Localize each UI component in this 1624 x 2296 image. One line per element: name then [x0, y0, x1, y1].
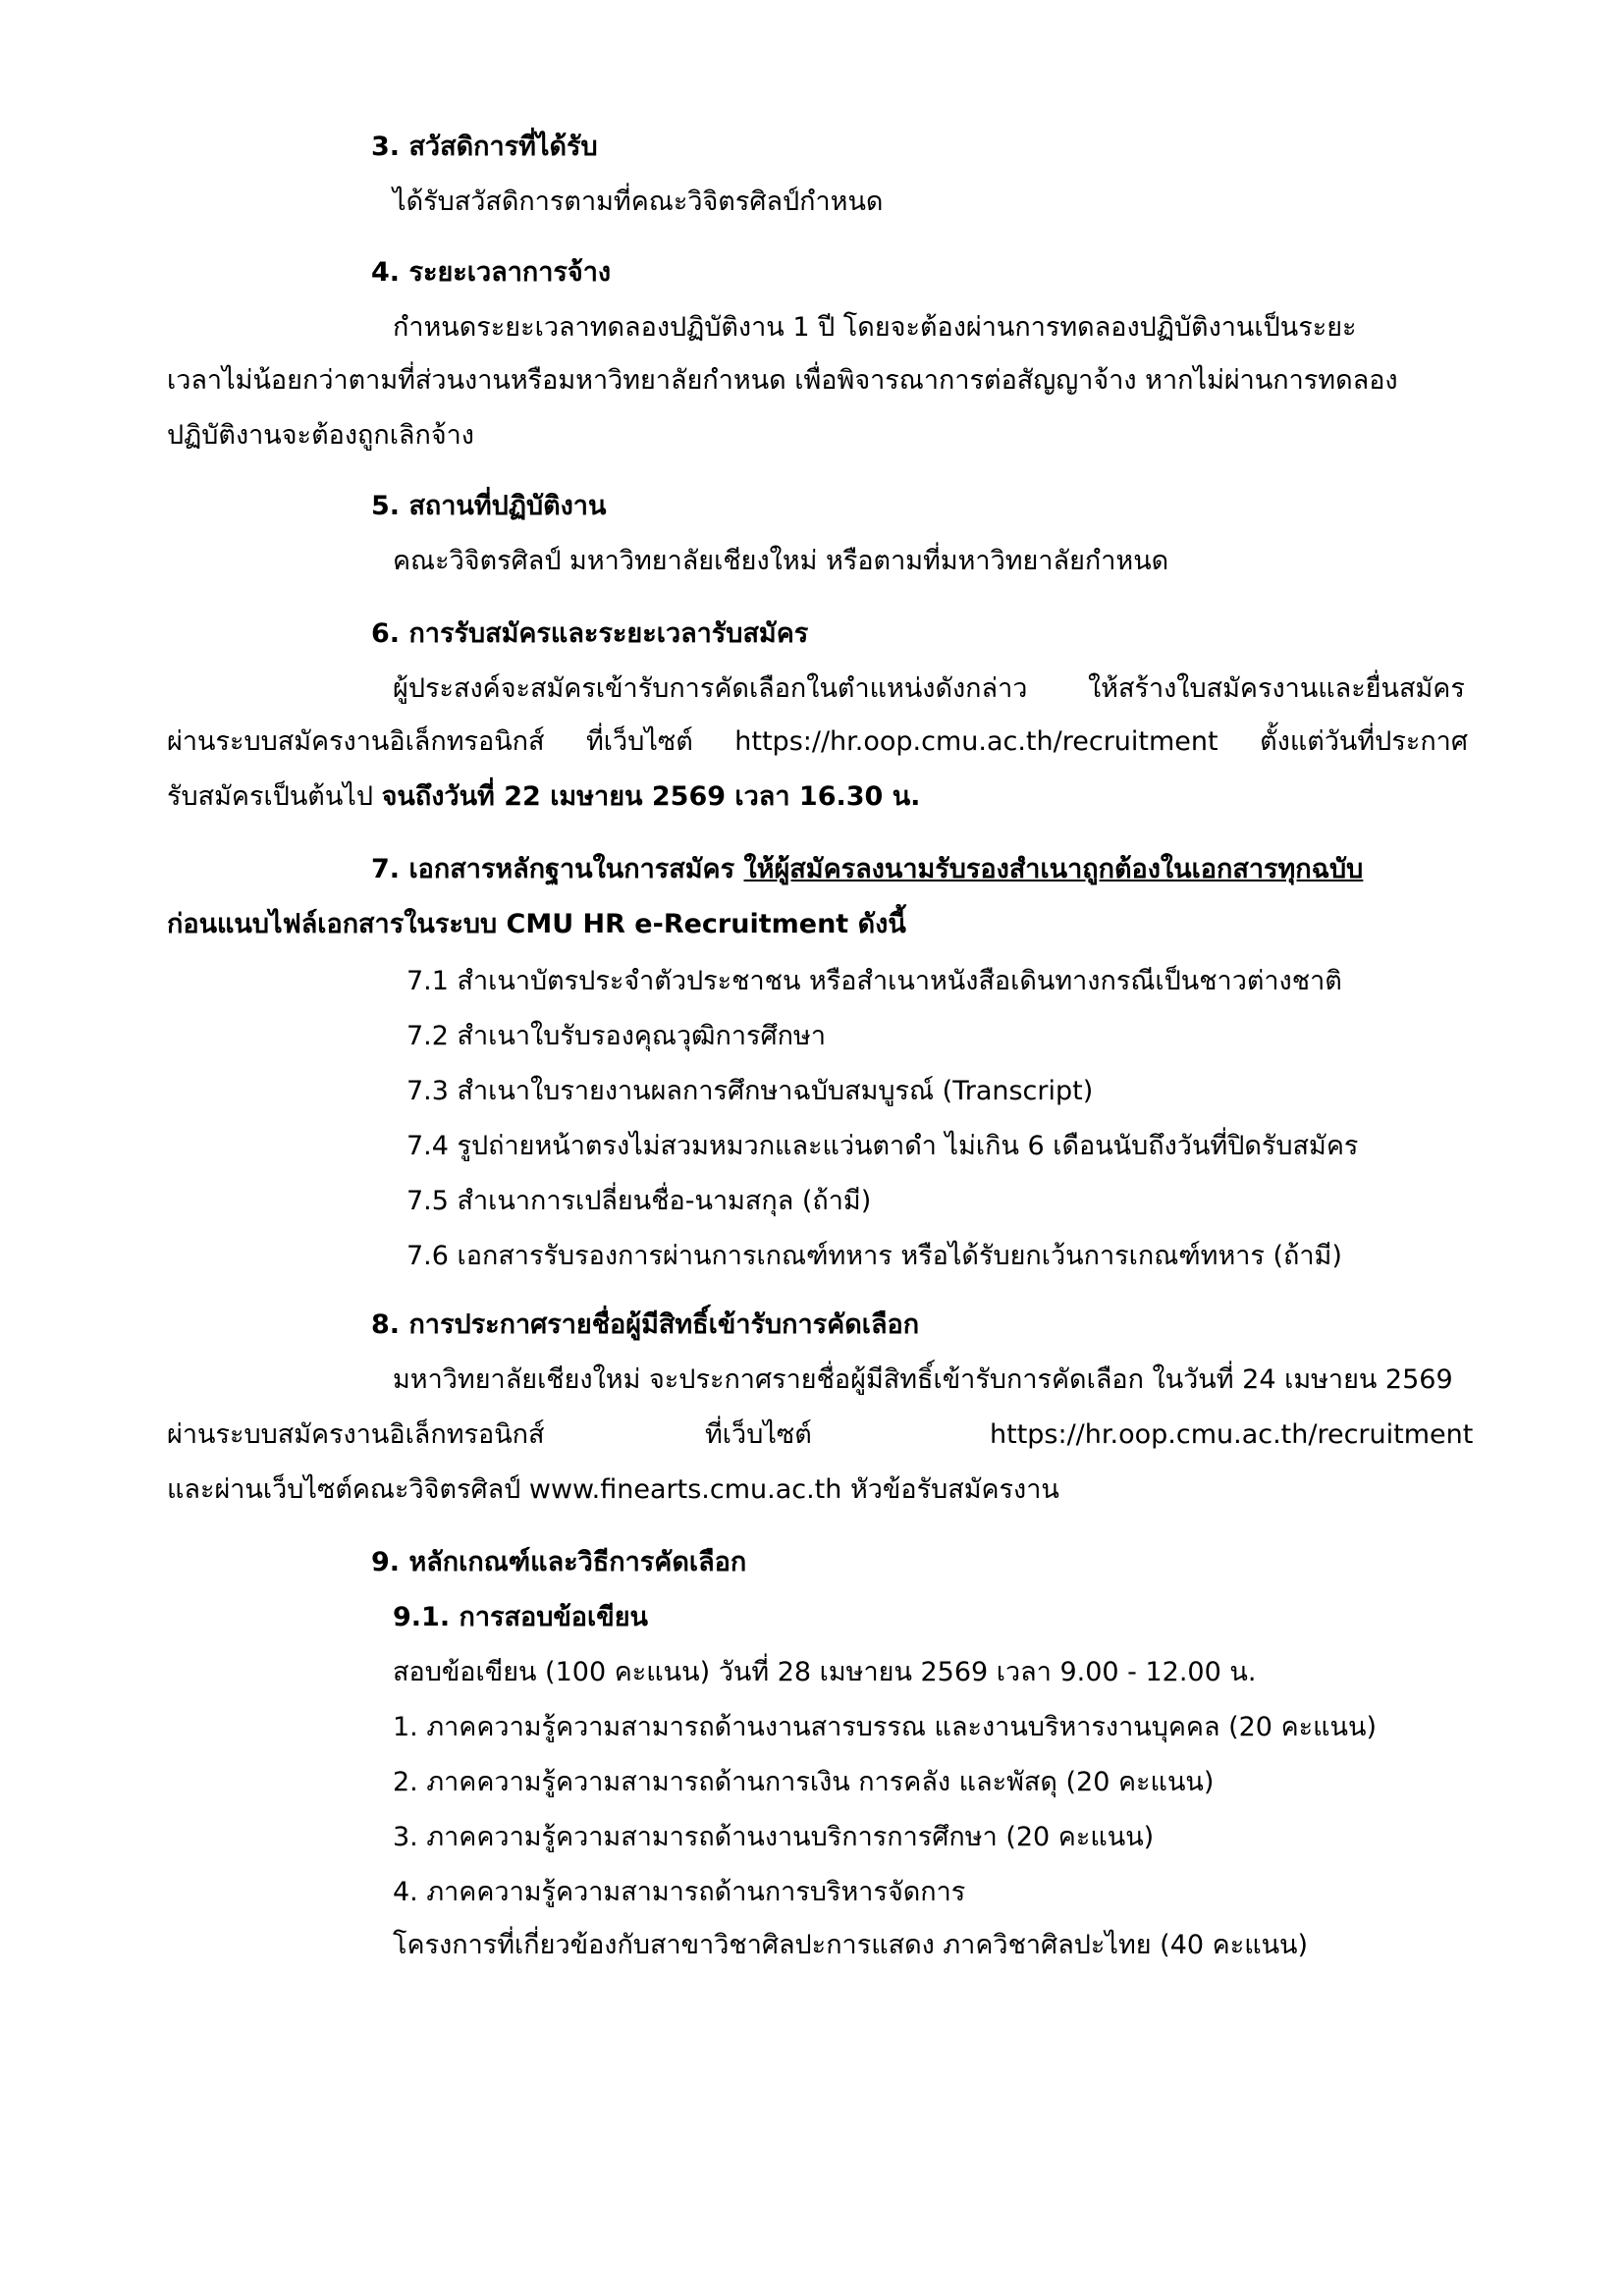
section-6-heading: 6. การรับสมัครและระยะเวลารับสมัคร: [371, 618, 809, 649]
section-6-line-3a: รับสมัครเป็นต้นไป: [167, 781, 382, 812]
section-5-heading: 5. สถานที่ปฏิบัติงาน: [371, 491, 607, 521]
section-8-line-2a: ผ่านระบบสมัครงานอิเล็กทรอนิกส์: [167, 1419, 545, 1450]
section-9-heading: 9. หลักเกณฑ์และวิธีการคัดเลือก: [371, 1547, 747, 1577]
section-4-heading: 4. ระยะเวลาการจ้าง: [371, 257, 612, 288]
section-7-line-2: ก่อนแนบไฟล์เอกสารในระบบ CMU HR e-Recruitment ดังนี้: [167, 909, 906, 939]
section-7-item-5: 7.5 สำเนาการเปลี่ยนชื่อ-นามสกุล (ถ้ามี): [406, 1186, 872, 1216]
section-8-heading: 8. การประกาศรายชื่อผู้มีสิทธิ์เข้ารับการคัดเลือก: [371, 1309, 920, 1340]
section-6-line-3: [167, 777, 920, 817]
section-8-line-3: และผ่านเว็บไซต์คณะวิจิตรศิลป์ www.finearts.cmu.ac.th หัวข้อรับสมัครงาน: [167, 1474, 1059, 1505]
recruitment-url: https://hr.oop.cmu.ac.th/recruitment: [734, 726, 1218, 757]
section-7-item-3: 7.3 สำเนาใบรายงานผลการศึกษาฉบับสมบูรณ์ (Transcript): [406, 1076, 1094, 1106]
section-6-line-2b: ที่เว็บไซต์: [586, 726, 693, 757]
section-4-line-2: เวลาไม่น้อยกว่าตามที่ส่วนงานหรือมหาวิทยาลัยกำหนด เพื่อพิจารณาการต่อสัญญาจ้าง หากไม่ผ่านการทดลอง: [167, 365, 1398, 396]
exam-part-4: 4. ภาคความรู้ความสามารถด้านการบริหารจัดการ: [393, 1877, 966, 1907]
section-6-line-1a: ผู้ประสงค์จะสมัครเข้ารับการคัดเลือกในตำแหน่งดังกล่าว: [393, 673, 1028, 704]
section-3-body: ได้รับสวัสดิการตามที่คณะวิจิตรศิลป์กำหนด: [393, 187, 884, 217]
exam-part-2: 2. ภาคความรู้ความสามารถด้านการเงิน การคลัง และพัสดุ (20 คะแนน): [393, 1767, 1215, 1797]
section-3-heading: 3. สวัสดิการที่ได้รับ: [371, 132, 598, 162]
exam-part-4-detail: โครงการที่เกี่ยวข้องกับสาขาวิชาศิลปะการแสดง ภาควิชาศิลปะไทย (40 คะแนน): [393, 1930, 1309, 1960]
application-deadline: จนถึงวันที่ 22 เมษายน 2569 เวลา 16.30 น.: [381, 781, 921, 812]
section-7-item-1: 7.1 สำเนาบัตรประจำตัวประชาชน หรือสำเนาหนังสือเดินทางกรณีเป็นชาวต่างชาติ: [406, 966, 1342, 996]
section-9-1-heading: 9.1. การสอบข้อเขียน: [393, 1602, 648, 1632]
section-7-heading-text: 7. เอกสารหลักฐานในการสมัคร: [371, 854, 744, 884]
exam-part-3: 3. ภาคความรู้ความสามารถด้านงานบริการการศึกษา (20 คะแนน): [393, 1822, 1155, 1852]
section-6-line-2a: ผ่านระบบสมัครงานอิเล็กทรอนิกส์: [167, 726, 545, 757]
section-7-heading-underlined: ให้ผู้สมัครลงนามรับรองสำเนาถูกต้องในเอกสารทุกฉบับ: [743, 854, 1364, 884]
section-6-line-1b: ให้สร้างใบสมัครงานและยื่นสมัคร: [1088, 673, 1465, 704]
section-6-line-2: [167, 722, 1468, 762]
exam-schedule: สอบข้อเขียน (100 คะแนน) วันที่ 28 เมษายน 2569 เวลา 9.00 - 12.00 น.: [393, 1657, 1257, 1687]
section-6-line-2d: ตั้งแต่วันที่ประกาศ: [1260, 726, 1468, 757]
section-4-line-3: ปฏิบัติงานจะต้องถูกเลิกจ้าง: [167, 420, 474, 451]
section-7-heading: [371, 850, 1363, 889]
section-5-body: คณะวิจิตรศิลป์ มหาวิทยาลัยเชียงใหม่ หรือตามที่มหาวิทยาลัยกำหนด: [393, 546, 1169, 576]
announcement-url: https://hr.oop.cmu.ac.th/recruitment: [990, 1419, 1474, 1450]
section-7-item-6: 7.6 เอกสารรับรองการผ่านการเกณฑ์ทหาร หรือได้รับยกเว้นการเกณฑ์ทหาร (ถ้ามี): [406, 1241, 1342, 1271]
section-7-item-2: 7.2 สำเนาใบรับรองคุณวุฒิการศึกษา: [406, 1021, 826, 1051]
section-7-item-4: 7.4 รูปถ่ายหน้าตรงไม่สวมหมวกและแว่นตาดำ ไม่เกิน 6 เดือนนับถึงวันที่ปิดรับสมัคร: [406, 1131, 1359, 1161]
section-8-line-2b: ที่เว็บไซต์: [705, 1419, 812, 1450]
exam-part-1: 1. ภาคความรู้ความสามารถด้านงานสารบรรณ และงานบริหารงานบุคคล (20 คะแนน): [393, 1712, 1377, 1742]
section-8-line-1: มหาวิทยาลัยเชียงใหม่ จะประกาศรายชื่อผู้มีสิทธิ์เข้ารับการคัดเลือก ในวันที่ 24 เมษายน 2569: [393, 1364, 1453, 1395]
section-4-line-1: กำหนดระยะเวลาทดลองปฏิบัติงาน 1 ปี โดยจะต้องผ่านการทดลองปฏิบัติงานเป็นระยะ: [393, 312, 1357, 343]
